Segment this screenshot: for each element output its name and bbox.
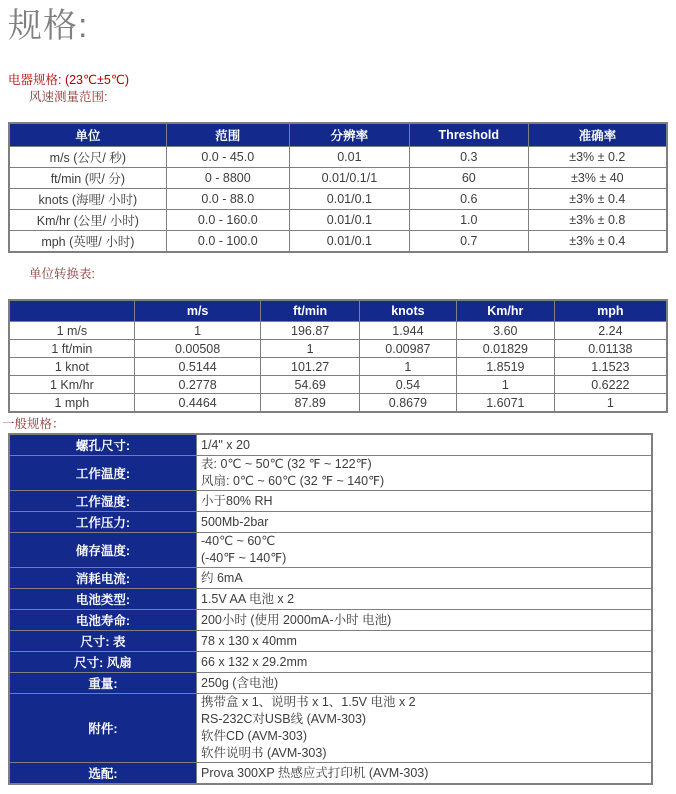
conversion-cell: 196.87 bbox=[261, 322, 359, 340]
general-spec-key: 螺孔尺寸: bbox=[9, 434, 197, 456]
wind-cell: 0.6 bbox=[409, 189, 528, 210]
conversion-cell: 1.8519 bbox=[456, 358, 554, 376]
general-spec-row bbox=[9, 533, 652, 568]
wind-cell: 0.7 bbox=[409, 231, 528, 253]
wind-cell: 0.0 - 160.0 bbox=[166, 210, 289, 231]
general-spec-row bbox=[9, 763, 652, 785]
conversion-cell: 0.01829 bbox=[456, 340, 554, 358]
wind-column-header: 分辨率 bbox=[289, 123, 409, 147]
conversion-column-header: mph bbox=[554, 300, 667, 322]
wind-table-body bbox=[9, 147, 667, 253]
conversion-cell: 2.24 bbox=[554, 322, 667, 340]
wind-row bbox=[9, 189, 667, 210]
general-spec-value-line: 携带盒 x 1、说明书 x 1、1.5V 电池 x 2 bbox=[201, 695, 416, 709]
wind-cell: knots (海哩/ 小时) bbox=[9, 189, 166, 210]
general-spec-key: 附件: bbox=[9, 694, 197, 763]
general-spec-key: 工作湿度: bbox=[9, 491, 197, 512]
general-spec-key: 电池寿命: bbox=[9, 610, 197, 631]
conversion-cell: 1.944 bbox=[359, 322, 456, 340]
conversion-cell: 0.6222 bbox=[554, 376, 667, 394]
general-spec-key: 储存温度: bbox=[9, 533, 197, 568]
wind-speed-table bbox=[8, 122, 668, 253]
general-spec-row bbox=[9, 589, 652, 610]
conversion-label: 单位转换表: bbox=[29, 267, 95, 281]
wind-table-head bbox=[9, 123, 667, 147]
conversion-cell: 1 bbox=[359, 358, 456, 376]
general-spec-value bbox=[197, 610, 653, 631]
general-spec-value-line: 约 6mA bbox=[201, 570, 243, 585]
conversion-cell: 0.01138 bbox=[554, 340, 667, 358]
general-spec-value-line: Prova 300XP 热感应式打印机 (AVM-303) bbox=[201, 765, 429, 780]
conv-table-body bbox=[9, 322, 667, 413]
spec-page bbox=[0, 4, 676, 794]
general-spec-value-line: 66 x 132 x 29.2mm bbox=[201, 654, 308, 669]
conversion-cell: 1 bbox=[554, 394, 667, 413]
general-spec-value-line: 表: 0℃ ~ 50℃ (32 ℉ ~ 122℉) bbox=[201, 457, 372, 471]
conversion-column-header: Km/hr bbox=[456, 300, 554, 322]
wind-cell: 0.0 - 45.0 bbox=[166, 147, 289, 168]
wind-cell: 0.0 - 88.0 bbox=[166, 189, 289, 210]
general-spec-key: 消耗电流: bbox=[9, 568, 197, 589]
general-spec-value-line: -40℃ ~ 60℃ bbox=[201, 534, 276, 548]
general-spec-table bbox=[8, 433, 653, 785]
wind-cell: ±3% ± 0.4 bbox=[528, 231, 667, 253]
conversion-column-header: ft/min bbox=[261, 300, 359, 322]
general-spec-value-line: 78 x 130 x 40mm bbox=[201, 633, 297, 648]
general-spec-value-line: 500Mb-2bar bbox=[201, 514, 269, 529]
wind-column-header: Threshold bbox=[409, 123, 528, 147]
general-spec-row bbox=[9, 512, 652, 533]
general-spec-key: 工作压力: bbox=[9, 512, 197, 533]
wind-row bbox=[9, 147, 667, 168]
wind-cell: 60 bbox=[409, 168, 528, 189]
wind-row bbox=[9, 210, 667, 231]
conversion-column-header bbox=[9, 300, 134, 322]
wind-cell: ft/min (呎/ 分) bbox=[9, 168, 166, 189]
wind-column-header: 准确率 bbox=[528, 123, 667, 147]
wind-column-header: 单位 bbox=[9, 123, 166, 147]
wind-row bbox=[9, 231, 667, 253]
conversion-cell: 1 m/s bbox=[9, 322, 134, 340]
general-spec-value bbox=[197, 694, 653, 763]
conversion-cell: 101.27 bbox=[261, 358, 359, 376]
general-spec-row bbox=[9, 610, 652, 631]
general-spec-value bbox=[197, 631, 653, 652]
general-spec-key: 重量: bbox=[9, 673, 197, 694]
conversion-cell: 1 bbox=[456, 376, 554, 394]
conversion-row bbox=[9, 394, 667, 413]
conversion-column-header: m/s bbox=[134, 300, 261, 322]
general-table-body bbox=[9, 434, 652, 784]
conversion-cell: 1 bbox=[261, 340, 359, 358]
general-spec-key: 工作温度: bbox=[9, 456, 197, 491]
general-spec-value bbox=[197, 491, 653, 512]
general-spec-key: 尺寸: 风扇 bbox=[9, 652, 197, 673]
general-spec-value-line: (-40℉ ~ 140℉) bbox=[201, 551, 287, 565]
wind-range-label: 风速测量范围: bbox=[29, 90, 108, 104]
wind-cell: ±3% ± 0.8 bbox=[528, 210, 667, 231]
general-spec-value bbox=[197, 673, 653, 694]
conversion-cell: 0.00508 bbox=[134, 340, 261, 358]
general-spec-value-line: 软件说明书 (AVM-303) bbox=[201, 746, 327, 760]
conversion-cell: 3.60 bbox=[456, 322, 554, 340]
general-spec-value-line: RS-232C对USB线 (AVM-303) bbox=[201, 712, 367, 726]
conversion-row bbox=[9, 376, 667, 394]
general-spec-key: 选配: bbox=[9, 763, 197, 785]
conversion-cell: 0.00987 bbox=[359, 340, 456, 358]
general-spec-row bbox=[9, 568, 652, 589]
general-spec-value-line: 200小时 (使用 2000mA-小时 电池) bbox=[201, 612, 392, 627]
general-spec-value bbox=[197, 512, 653, 533]
general-spec-value bbox=[197, 434, 653, 456]
general-spec-value-line: 风扇: 0℃ ~ 60℃ (32 ℉ ~ 140℉) bbox=[201, 474, 385, 488]
general-spec-key: 电池类型: bbox=[9, 589, 197, 610]
general-spec-row bbox=[9, 631, 652, 652]
wind-cell: Km/hr (公里/ 小时) bbox=[9, 210, 166, 231]
conversion-row bbox=[9, 358, 667, 376]
general-spec-row bbox=[9, 673, 652, 694]
conversion-column-header: knots bbox=[359, 300, 456, 322]
wind-cell: 0.01/0.1/1 bbox=[289, 168, 409, 189]
general-spec-value-line: 1.5V AA 电池 x 2 bbox=[201, 591, 295, 606]
wind-cell: m/s (公尺/ 秒) bbox=[9, 147, 166, 168]
conversion-cell: 1 bbox=[134, 322, 261, 340]
conversion-cell: 0.2778 bbox=[134, 376, 261, 394]
conversion-cell: 54.69 bbox=[261, 376, 359, 394]
conversion-cell: 1 mph bbox=[9, 394, 134, 413]
wind-cell: ±3% ± 0.4 bbox=[528, 189, 667, 210]
conversion-cell: 0.8679 bbox=[359, 394, 456, 413]
conversion-cell: 0.5144 bbox=[134, 358, 261, 376]
general-spec-row bbox=[9, 491, 652, 512]
general-spec-value-line: 250g (含电池) bbox=[201, 675, 279, 690]
wind-cell: ±3% ± 40 bbox=[528, 168, 667, 189]
general-spec-value bbox=[197, 533, 653, 568]
conversion-row bbox=[9, 340, 667, 358]
wind-row bbox=[9, 168, 667, 189]
wind-cell: 0.3 bbox=[409, 147, 528, 168]
wind-cell: 0 - 8800 bbox=[166, 168, 289, 189]
general-spec-value-line: 软件CD (AVM-303) bbox=[201, 729, 308, 743]
wind-header-row bbox=[9, 123, 667, 147]
wind-cell: 0.0 - 100.0 bbox=[166, 231, 289, 253]
conversion-cell: 1 knot bbox=[9, 358, 134, 376]
conversion-cell: 1 Km/hr bbox=[9, 376, 134, 394]
wind-cell: 1.0 bbox=[409, 210, 528, 231]
conversion-row bbox=[9, 322, 667, 340]
general-spec-value bbox=[197, 589, 653, 610]
wind-cell: 0.01/0.1 bbox=[289, 231, 409, 253]
conversion-cell: 0.4464 bbox=[134, 394, 261, 413]
wind-cell: 0.01/0.1 bbox=[289, 189, 409, 210]
general-spec-value bbox=[197, 456, 653, 491]
general-spec-row bbox=[9, 694, 652, 763]
conversion-cell: 0.54 bbox=[359, 376, 456, 394]
general-spec-key: 尺寸: 表 bbox=[9, 631, 197, 652]
general-spec-label: 一般规格： bbox=[2, 417, 65, 431]
conversion-cell: 1.6071 bbox=[456, 394, 554, 413]
general-spec-row bbox=[9, 456, 652, 491]
conversion-cell: 1.1523 bbox=[554, 358, 667, 376]
wind-cell: 0.01 bbox=[289, 147, 409, 168]
conversion-cell: 87.89 bbox=[261, 394, 359, 413]
wind-column-header: 范围 bbox=[166, 123, 289, 147]
general-spec-value bbox=[197, 568, 653, 589]
general-spec-value bbox=[197, 763, 653, 785]
unit-conversion-table bbox=[8, 299, 668, 413]
wind-cell: ±3% ± 0.2 bbox=[528, 147, 667, 168]
general-spec-value-line: 1/4" x 20 bbox=[201, 437, 250, 452]
page-title: 规格: bbox=[8, 7, 89, 45]
general-spec-value-line: 小于80% RH bbox=[201, 493, 273, 508]
conversion-header-row bbox=[9, 300, 667, 322]
wind-cell: 0.01/0.1 bbox=[289, 210, 409, 231]
conversion-cell: 1 ft/min bbox=[9, 340, 134, 358]
general-spec-row bbox=[9, 652, 652, 673]
general-spec-value bbox=[197, 652, 653, 673]
wind-cell: mph (英哩/ 小时) bbox=[9, 231, 166, 253]
electrical-spec-label: 电器规格: (23℃±5℃) bbox=[8, 73, 130, 87]
conv-table-head bbox=[9, 300, 667, 322]
general-spec-row bbox=[9, 434, 652, 456]
